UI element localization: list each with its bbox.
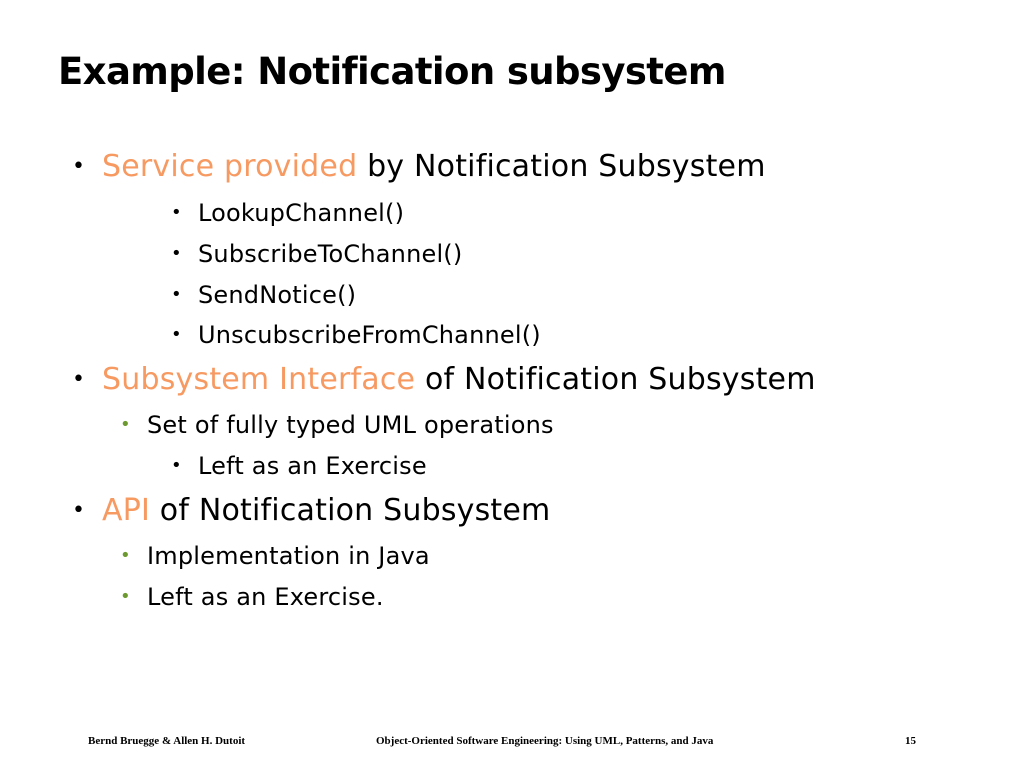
- bullet-icon: •: [171, 202, 182, 223]
- footer-page-number: 15: [905, 735, 916, 747]
- bullet-highlight: Subsystem Interface: [102, 362, 416, 397]
- bullet-text: Left as an Exercise.: [147, 583, 384, 611]
- bullet-text: Set of fully typed UML operations: [147, 411, 554, 439]
- bullet-text: of Notification Subsystem: [150, 493, 551, 528]
- bullet-item-lookup-channel: [171, 198, 405, 228]
- bullet-icon: •: [72, 498, 86, 523]
- bullet-item-left-as-exercise-2: [120, 582, 384, 612]
- bullet-item-left-as-exercise: [171, 451, 427, 481]
- bullet-icon: •: [171, 284, 182, 305]
- slide-title: Example: Notification subsystem: [58, 50, 726, 93]
- bullet-item-subscribe-to-channel: [171, 239, 463, 269]
- bullet-text: of Notification Subsystem: [415, 362, 816, 397]
- bullet-icon: •: [171, 243, 182, 264]
- bullet-text: SubscribeToChannel(): [198, 240, 463, 268]
- bullet-item-unsubscribe-from-channel: [171, 320, 541, 350]
- bullet-text: SendNotice(): [198, 281, 357, 309]
- bullet-item-api: [72, 493, 551, 529]
- bullet-text: LookupChannel(): [198, 199, 405, 227]
- bullet-icon: •: [120, 586, 131, 607]
- footer-authors: Bernd Bruegge & Allen H. Dutoit: [88, 735, 246, 747]
- bullet-item-subsystem-interface: [72, 362, 816, 398]
- bullet-highlight: API: [102, 493, 151, 528]
- footer-book-title: Object-Oriented Software Engineering: Using UML, Patterns, and Java: [376, 735, 714, 747]
- bullet-item-uml-operations: [120, 410, 554, 440]
- bullet-icon: •: [72, 154, 86, 179]
- bullet-text: UnscubscribeFromChannel(): [198, 321, 541, 349]
- bullet-icon: •: [72, 367, 86, 392]
- bullet-highlight: Service provided: [102, 149, 358, 184]
- bullet-item-implementation-java: [120, 541, 430, 571]
- bullet-text: Implementation in Java: [147, 542, 430, 570]
- bullet-item-send-notice: [171, 280, 357, 310]
- bullet-icon: •: [120, 545, 131, 566]
- bullet-icon: •: [171, 324, 182, 345]
- bullet-text: by Notification Subsystem: [357, 149, 766, 184]
- bullet-item-service-provided: [72, 149, 766, 185]
- bullet-icon: •: [120, 414, 131, 435]
- bullet-text: Left as an Exercise: [198, 452, 427, 480]
- bullet-icon: •: [171, 455, 182, 476]
